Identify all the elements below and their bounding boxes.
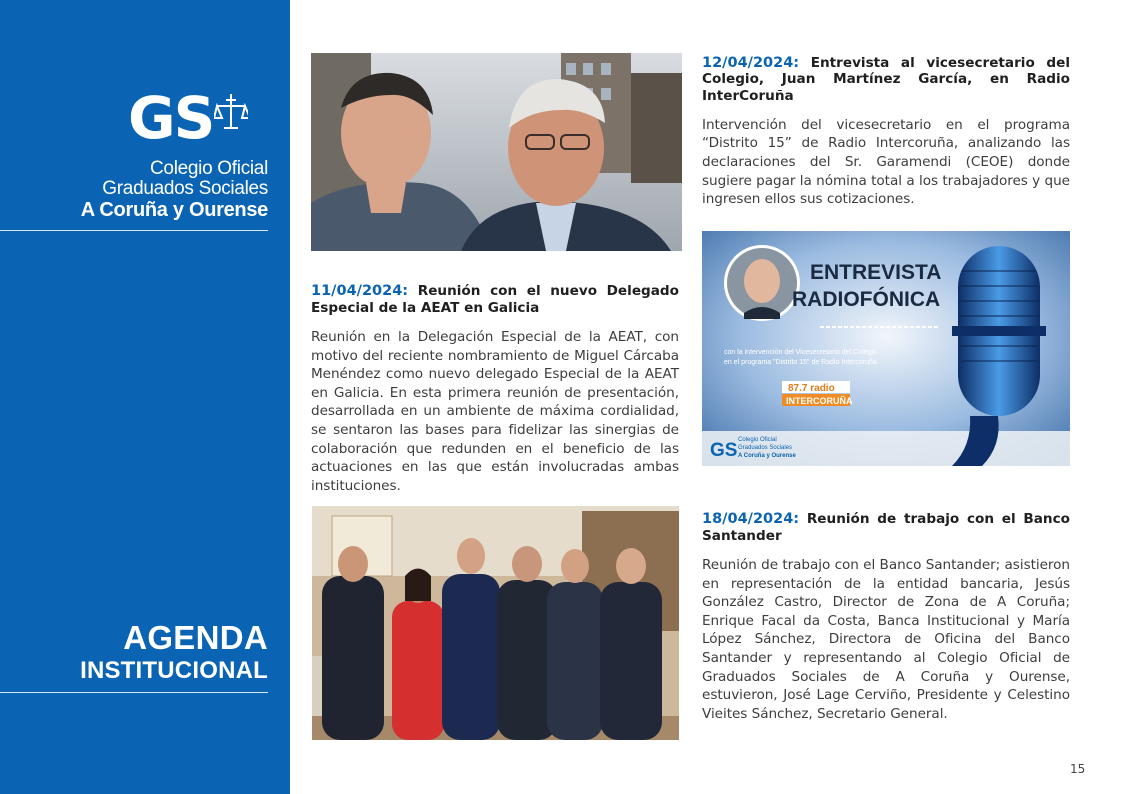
logo-line-2: Graduados Sociales bbox=[102, 178, 268, 199]
article-headline bbox=[702, 511, 1070, 544]
article-headline bbox=[702, 55, 1070, 104]
article-aeat-meeting bbox=[311, 283, 679, 495]
logo-line-1: Colegio Oficial bbox=[150, 158, 268, 179]
page-number: 15 bbox=[1070, 762, 1086, 776]
radio-interview-graphic bbox=[702, 231, 1070, 466]
article-headline bbox=[311, 283, 679, 316]
article-date: 11/04/2024: bbox=[311, 283, 409, 299]
section-title-line-1: AGENDA bbox=[123, 619, 268, 656]
radio-caption-line-1: con la intervención del Vicesecretario del Colegio bbox=[724, 349, 877, 356]
radio-logo-line-3: A Coruña y Ourense bbox=[738, 453, 796, 459]
radio-title-line-1: ENTREVISTA bbox=[810, 261, 942, 284]
article-santander-meeting bbox=[702, 511, 1070, 723]
article-title: Reunión de trabajo con el Banco Santander bbox=[702, 511, 1070, 544]
photo-radio-interview-selfie bbox=[311, 53, 682, 251]
radio-station-frequency: 87.7 radio bbox=[788, 383, 835, 394]
logo-monogram: GS bbox=[128, 92, 248, 156]
section-title-line-2: INSTITUCIONAL bbox=[80, 657, 268, 684]
radio-logo-monogram: GS bbox=[710, 440, 738, 461]
article-body: Reunión de trabajo con el Banco Santander; asistieron en representación de la entidad bancaria, Jesús González Castro, Director de Zona de A Coruña; Enrique Facal da Costa, Banca Institucional y María López Sánchez, Directora de Oficina del Banco Santander y representando al Colegio Oficial de Graduados Sociales de A Coruña y Ourense, estuvieron, José Lage Cerviño, Presidente y Celestino Vieites Sánchez, Secretario General. bbox=[702, 557, 1070, 722]
radio-caption-line-2: en el programa "Distrito 15" de Radio Intercoruña bbox=[724, 359, 877, 366]
article-body: Intervención del vicesecretario en el programa “Distrito 15” de Radio Intercoruña, analizando las declaraciones del Sr. Garamendi (CEOE) donde sugiere pagar la nómina total a los trabajadores y que ingresen ellos sus cotizaciones. bbox=[702, 116, 1070, 208]
article-body: Reunión en la Delegación Especial de la AEAT, con motivo del reciente nombramiento de Miguel Cárcaba Menéndez como nuevo delegado Especial de la AEAT en Galicia. En esta primera reunión de presentación, desarrollada en un ambiente de máxima cordialidad, se sentaron las bases para fidelizar las sinergias de colaboración que redunden en el beneficio de las actuaciones en las que están involucradas ambas instituciones. bbox=[311, 329, 679, 494]
radio-title-line-2: RADIOFÓNICA bbox=[792, 288, 941, 311]
logo-line-3: A Coruña y Ourense bbox=[80, 199, 268, 221]
sidebar-divider-top bbox=[0, 230, 268, 231]
section-title bbox=[80, 620, 268, 686]
radio-station-name: INTERCORUÑA bbox=[786, 396, 853, 406]
article-title: Entrevista al vicesecretario del Colegio, Juan Martínez García, en Radio InterCoruña bbox=[702, 55, 1070, 104]
article-date: 18/04/2024: bbox=[702, 511, 800, 527]
radio-logo-line-1: Colegio Oficial bbox=[738, 437, 777, 443]
college-logo bbox=[40, 84, 270, 222]
article-radio-interview bbox=[702, 55, 1070, 209]
article-date: 12/04/2024: bbox=[702, 55, 800, 71]
scales-of-justice-icon bbox=[214, 92, 248, 132]
article-title: Reunión con el nuevo Delegado Especial de la AEAT en Galicia bbox=[311, 283, 680, 316]
sidebar bbox=[0, 0, 290, 794]
photo-bank-meeting-group bbox=[312, 506, 679, 740]
sidebar-divider-bottom bbox=[0, 692, 268, 693]
radio-logo-line-2: Graduados Sociales bbox=[738, 445, 793, 451]
